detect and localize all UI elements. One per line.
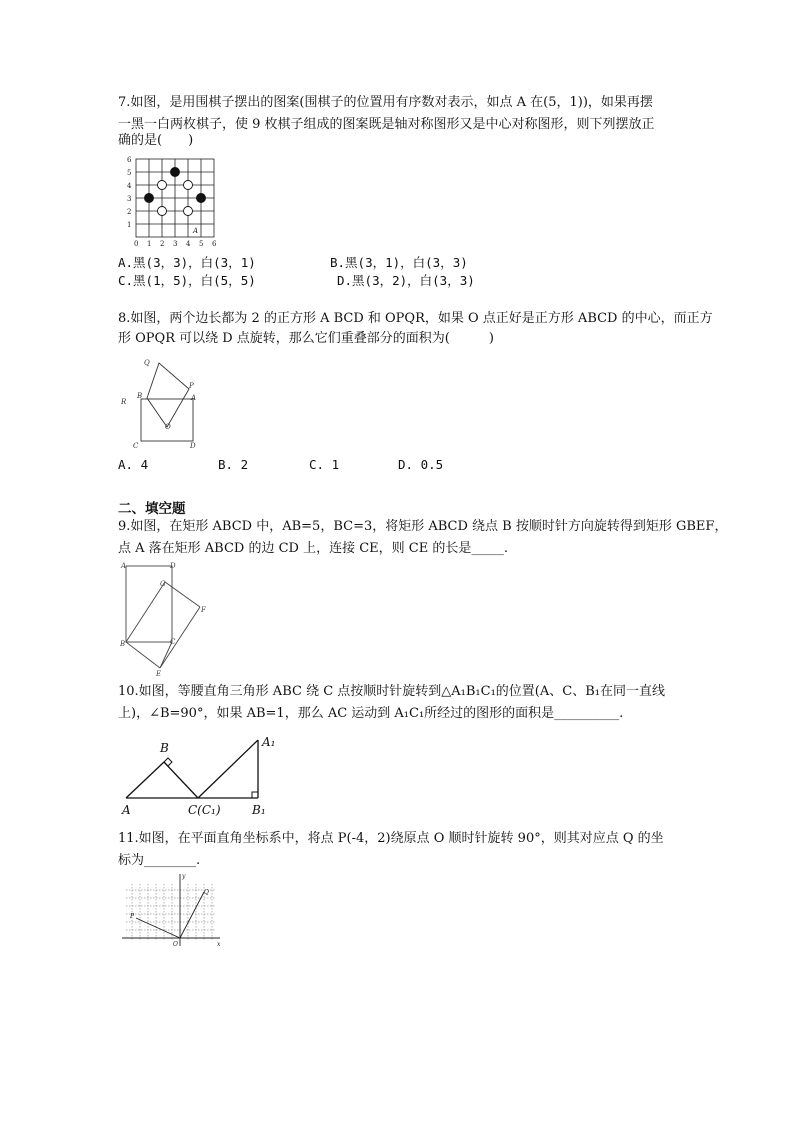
q9-text-line1: 9.如图，在矩形 ABCD 中，AB=5，BC=3，将矩形 ABCD 绕点 B 按顺时针方向旋转得到矩形 GBEF， [118, 519, 728, 534]
x-tick-0: 0 [134, 240, 139, 248]
label-x: x [217, 941, 221, 948]
y-tick-6: 6 [127, 156, 132, 164]
label-p: P [130, 913, 135, 920]
label-a: A [121, 562, 127, 570]
x-tick-3: 3 [173, 240, 178, 248]
label-b1: B₁ [252, 803, 266, 817]
q8-text-line2: 形 OPQR 可以绕 D 点旋转，那么它们重叠部分的面积为( ) [118, 331, 494, 346]
label-c: C [170, 638, 176, 646]
x-tick-6: 6 [212, 240, 217, 248]
q7-option-c: C.黑(1，5)，白(5，5) [118, 273, 256, 288]
label-c-c1: C(C₁) [188, 803, 221, 817]
label-q: Q [204, 889, 209, 896]
q7-text-line1: 7.如图，是用围棋子摆出的图案(围棋子的位置用有序数对表示，如点 A 在(5，1))，如果再摆 [118, 95, 653, 110]
q8-option-b: B. 2 [218, 457, 249, 472]
label-q: Q [144, 359, 150, 367]
q7-option-a: A.黑(3，3)，白(3，1) [118, 255, 256, 270]
q10-text-line1: 10.如图，等腰直角三角形 ABC 绕 C 点按顺时针旋转到△A₁B₁C₁的位置(A、C、B₁在同一直线 [118, 684, 665, 699]
q8-option-c: C. 1 [309, 457, 340, 472]
label-a: A [191, 394, 197, 402]
y-tick-2: 2 [127, 208, 132, 216]
label-o: O [173, 941, 178, 948]
q8-option-d: D. 0.5 [398, 457, 444, 472]
q7-go-board-figure [118, 153, 228, 248]
label-a: A [122, 803, 131, 817]
label-b: B [137, 392, 143, 400]
label-a1: A₁ [262, 735, 276, 749]
point-a-label: A [193, 227, 199, 235]
label-d: D [170, 562, 176, 570]
label-b: B [120, 640, 126, 648]
label-p: P [189, 382, 194, 390]
q7-option-b: B.黑(3，1)，白(3，3) [330, 255, 468, 270]
label-o: O [165, 423, 171, 431]
y-tick-1: 1 [127, 221, 132, 229]
label-b: B [160, 741, 169, 755]
q11-text-line2: 标为________. [118, 853, 201, 868]
label-y: y [182, 873, 186, 880]
q9-rectangle-rotation-figure [118, 560, 218, 678]
q7-text-line3: 确的是( ) [118, 133, 194, 148]
q7-text-line2: 一黑一白两枚棋子，使 9 枚棋子组成的图案既是轴对称图形又是中心对称图形，则下列摆放正 [118, 117, 655, 132]
label-e: E [156, 670, 162, 678]
y-tick-4: 4 [127, 182, 132, 190]
q7-option-d: D.黑(3，2)，白(3，3) [337, 273, 475, 288]
section-title-fill-in: 二、填空题 [118, 501, 186, 517]
q10-text-line2: 上)，∠B=90°，如果 AB=1，那么 AC 运动到 A₁C₁所经过的图形的面积是__________. [118, 706, 624, 721]
x-tick-5: 5 [199, 240, 204, 248]
q8-option-a: A. 4 [118, 457, 149, 472]
q10-triangle-rotation-figure [118, 730, 278, 820]
q8-text-line1: 8.如图，两个边长都为 2 的正方形 A BCD 和 OPQR，如果 O 点正好是正方形 ABCD 的中心，而正方 [118, 311, 713, 326]
label-r: R [121, 398, 127, 406]
y-tick-5: 5 [127, 169, 132, 177]
x-tick-2: 2 [160, 240, 165, 248]
label-f: F [201, 606, 206, 614]
label-c: C [133, 442, 139, 450]
x-tick-1: 1 [147, 240, 152, 248]
q11-coordinate-grid-figure [118, 870, 228, 950]
q11-text-line1: 11.如图，在平面直角坐标系中，将点 P(-4，2)绕原点 O 顺时针旋转 90°，则其对应点 Q 的坐 [118, 831, 664, 846]
label-g: G [160, 580, 166, 588]
y-tick-3: 3 [127, 195, 132, 203]
x-tick-4: 4 [186, 240, 191, 248]
q8-squares-figure [118, 352, 213, 452]
label-d: D [190, 442, 196, 450]
q9-text-line2: 点 A 落在矩形 ABCD 的边 CD 上，连接 CE，则 CE 的长是_____. [118, 541, 509, 556]
